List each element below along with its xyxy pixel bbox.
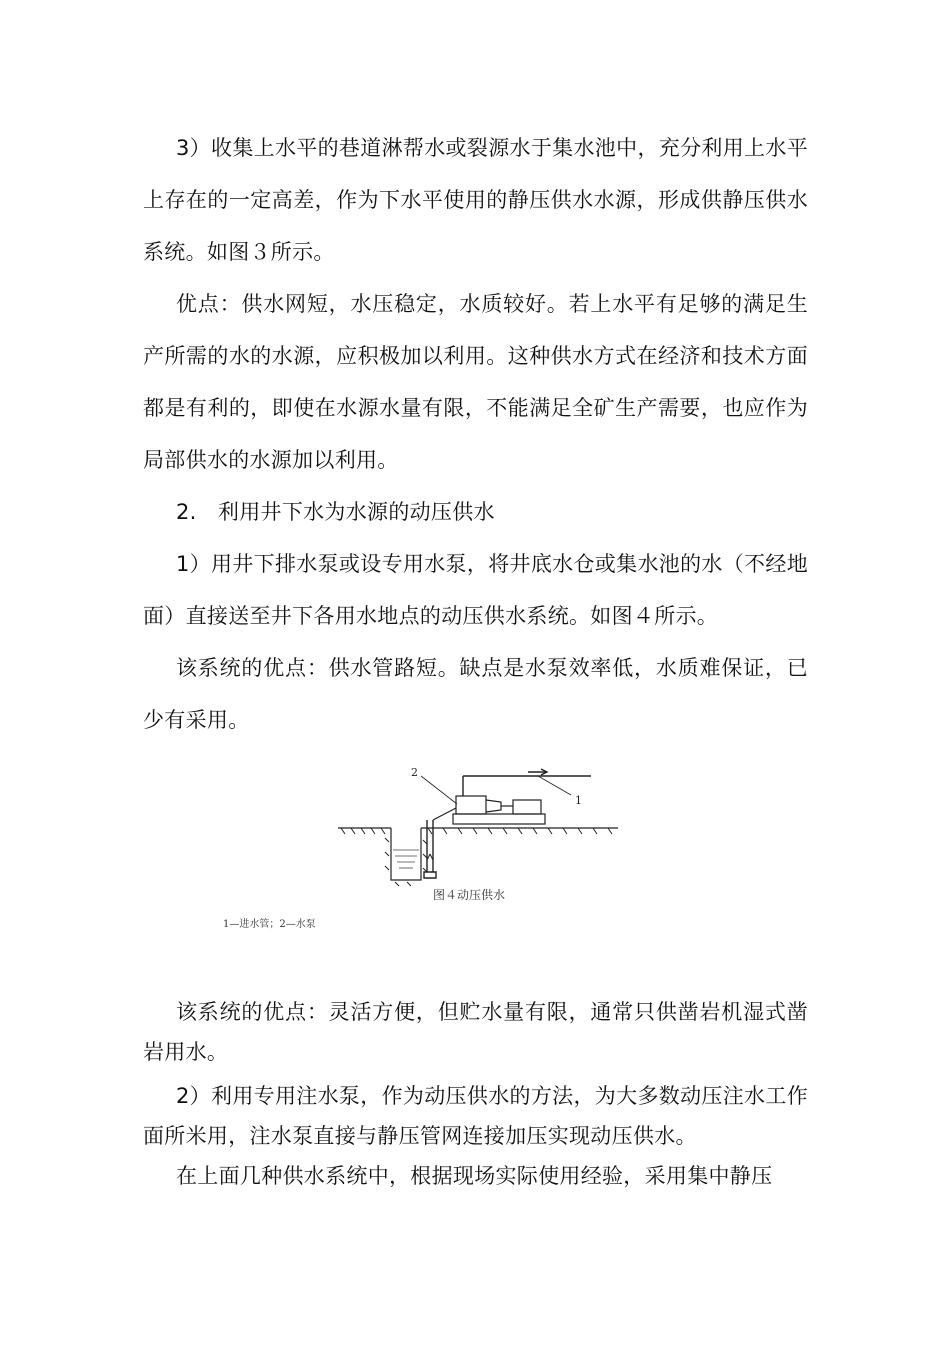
leader-line-2 [421,776,457,804]
figure-legend: 1—进水管；2—水泵 [223,919,316,930]
paragraph-pump-supply: 1）用井下排水泵或设专用水泵，将井底水仓或集水池的水（不经地面）直接送至井下各用水地点的动压供水系统。如图４所示。 [143,552,808,628]
section-heading-dynamic-pressure: 2. 利用井下水为水源的动压供水 [176,500,495,524]
water-pump [433,796,541,820]
paragraph-conclusion: 在上面几种供水系统中，根据现场实际使用经验，采用集中静压 [176,1164,773,1188]
dynamic-pressure-diagram [333,762,623,902]
sump-pit [385,828,427,886]
paragraph-injection-pump: 2）利用专用注水泵，作为动压供水的方法，为大多数动压注水工作面所米用，注水泵直接与静压管网连接加压实现动压供水。 [143,1084,808,1148]
discharge-pipe [463,769,591,796]
intake-pipe [424,820,436,878]
paragraph-advantages: 优点：供水网短，水压稳定，水质较好。若上水平有足够的满足生产所需的水的水源，应积极加以利用。这种供水方式在经济和技术方面都是有利的，即使在水源水量有限，不能满足全矿生产需要，也应作为局部供水的水源加以利用。 [143,292,808,472]
pump-base [453,814,545,824]
figure-label-1: 1 [575,794,582,807]
figure-caption: 图４动压供水 [433,888,506,902]
figure-label-2: 2 [411,766,418,779]
paragraph-static-pressure-source: 3）收集上水平的巷道淋帮水或裂源水于集水池中，充分利用上水平上存在的一定高差，作为下水平使用的静压供水水源，形成供静压供水系统。如图３所示。 [143,136,808,264]
paragraph-pump-pros-cons: 该系统的优点：供水管路短。缺点是水泵效率低，水质难保证，已少有采用。 [143,656,808,732]
water-level [393,850,419,868]
ground-surface [338,828,618,834]
leader-line-1 [538,776,571,795]
paragraph-flexible-system: 该系统的优点：灵活方便，但贮水量有限，通常只供凿岩机湿式凿岩用水。 [143,1000,808,1064]
